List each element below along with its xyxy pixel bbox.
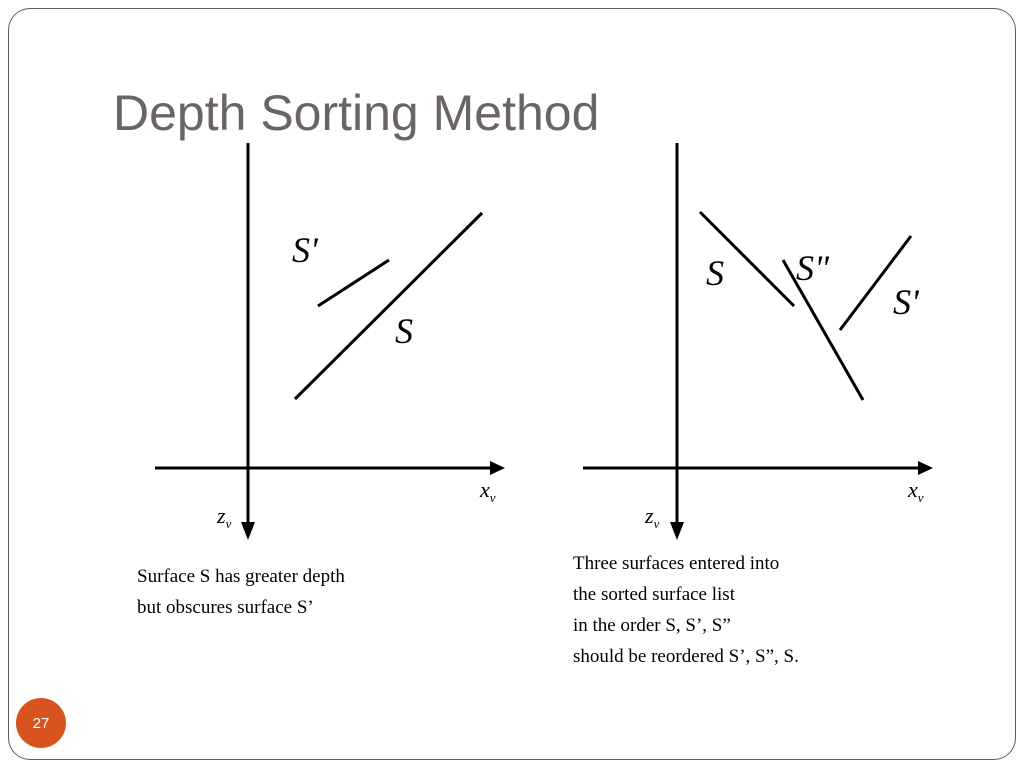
right-caption-line: should be reordered S’, S”, S. xyxy=(573,646,799,667)
right-label-s: S xyxy=(706,253,724,293)
left-label-s: S xyxy=(395,311,413,351)
left-diagram xyxy=(155,143,505,540)
right-label-s-double-prime: S" xyxy=(796,248,830,288)
left-x-axis-label: $x_v$ xyxy=(480,477,496,505)
right-diagram xyxy=(583,143,933,540)
slide-title: Depth Sorting Method xyxy=(113,85,600,141)
page-number-badge: 27 xyxy=(16,698,66,748)
right-caption xyxy=(573,548,799,672)
right-z-axis-label: $z_v$ xyxy=(645,503,660,531)
right-x-axis-label: $x_v$ xyxy=(908,477,924,505)
right-caption-line: the sorted surface list xyxy=(573,584,735,605)
right-caption-line: in the order S, S’, S” xyxy=(573,615,731,636)
left-caption-line: Surface S has greater depth xyxy=(137,566,345,587)
left-label-s-prime: S' xyxy=(292,230,318,270)
left-caption-line: but obscures surface S’ xyxy=(137,597,314,618)
right-label-s-prime: S' xyxy=(893,282,919,322)
left-z-axis-arrowhead xyxy=(241,522,255,540)
left-x-axis-arrowhead xyxy=(490,461,505,475)
left-surface-s-prime xyxy=(318,260,389,306)
left-caption xyxy=(137,561,345,623)
left-surface-s xyxy=(295,213,482,399)
right-caption-line: Three surfaces entered into xyxy=(573,553,780,574)
right-x-axis-arrowhead xyxy=(918,461,933,475)
left-z-axis-label: $z_v$ xyxy=(217,503,232,531)
right-z-axis-arrowhead xyxy=(670,522,684,540)
